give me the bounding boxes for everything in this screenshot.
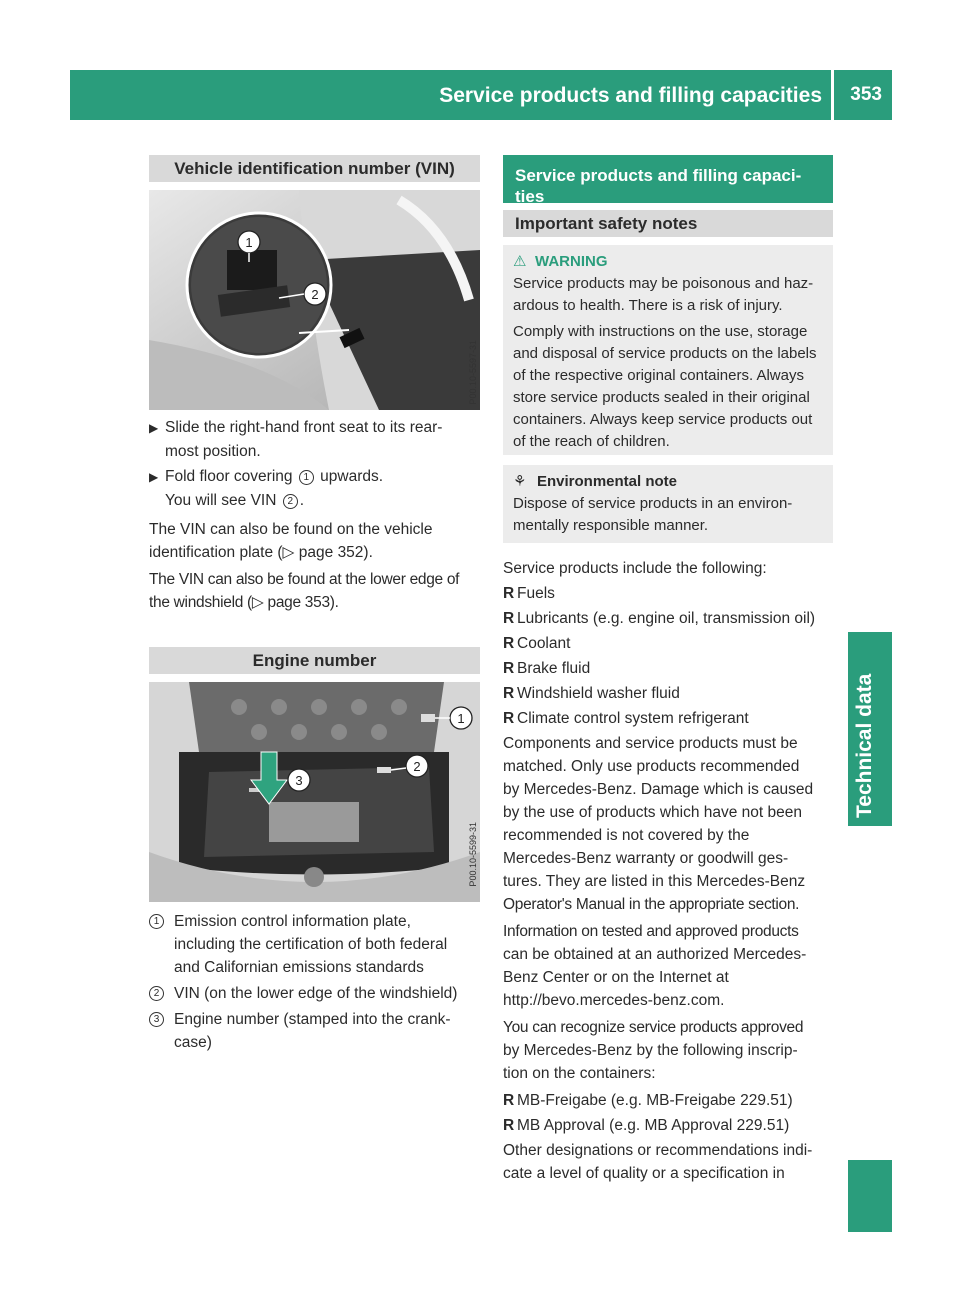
vin-location-photo [149, 190, 480, 410]
list-item: R Climate control system refrigerant [503, 710, 749, 727]
service-products-text [503, 557, 838, 1185]
warning-box: ⚠ WARNING Service products may be poisonous and haz- ardous to health. There is a risk of injury. Comply with instructions on the use, storage and disposal of service products on the labels of the respective original containers. Always store service products sealed in their original containers. Always keep service products out of the reach of children. [503, 245, 833, 455]
step-2: ▶ Fold floor covering 1 upwards. [149, 465, 484, 489]
paragraph-recognize: You can recognize service products approved by Mercedes-Benz by the following inscrip- tion on the containers: [503, 1019, 804, 1082]
paragraph-other: Other designations or recommendations indi- cate a level of quality or a specification in [503, 1142, 813, 1182]
side-tab-label: Technical data [853, 673, 876, 818]
step-2-cont: You will see VIN 2 . [165, 492, 305, 509]
photo-code: P00.10-5597-31 [468, 340, 478, 405]
products-list [503, 582, 838, 730]
step-arrow-icon: ▶ [149, 421, 159, 435]
callout-1-icon: 1 [299, 470, 314, 485]
list-item: R Lubricants (e.g. engine oil, transmission oil) [503, 610, 816, 627]
photo-code: P00.10-5599-31 [468, 822, 478, 887]
page-header [70, 70, 892, 120]
step-arrow-icon: ▶ [149, 470, 159, 484]
legend-item: 1 Emission control information plate, including the certification of both federal and Californian emissions standards [149, 910, 484, 979]
legend-item: 2 VIN (on the lower edge of the windshield) [149, 982, 484, 1005]
intro-text: Service products include the following: [503, 560, 767, 577]
section-side-tab [848, 632, 892, 826]
list-item: R MB-Freigabe (e.g. MB-Freigabe 229.51) [503, 1092, 793, 1109]
callout-2-icon: 2 [283, 494, 298, 509]
vin-para-2: The VIN can also be found at the lower edge of the windshield (▷ page 353). [149, 571, 460, 611]
legend-item: 3 Engine number (stamped into the crank- case) [149, 1008, 484, 1054]
vin-photo-illustration [149, 190, 480, 410]
step-1: ▶ Slide the right-hand front seat to its rear- [149, 416, 484, 440]
environmental-note-box: ⚘ Environmental note Dispose of service products in an environ- mentally responsible manner. [503, 465, 833, 543]
list-item: R Coolant [503, 635, 571, 652]
vin-steps [149, 416, 484, 614]
safety-heading: Important safety notes [503, 210, 833, 237]
vin-para-1: The VIN can also be found on the vehicle identification plate (▷ page 352). [149, 521, 433, 561]
svg-text:3: 3 [295, 773, 303, 788]
paragraph-components: Components and service products must be matched. Only use products recommended by Mercedes-Benz. Damage which is caused by the use of products which have not been recommended is not covered by the Mercedes-Benz warranty or goodwill ges- tures. They are listed in this Mercedes-Benz Operator's Manual in the appropriate section. [503, 735, 814, 913]
side-marker [848, 1160, 892, 1232]
engine-legend [149, 910, 484, 1054]
engine-bay-photo [149, 682, 480, 902]
approvals-list [503, 1089, 838, 1137]
svg-text:2: 2 [311, 287, 319, 302]
vin-heading: Vehicle identification number (VIN) [149, 155, 480, 182]
step-1-cont: most position. [165, 443, 261, 460]
warning-title: ⚠ WARNING [513, 251, 823, 273]
environment-leaf-icon: ⚘ [513, 473, 527, 490]
engine-number-heading: Engine number [149, 647, 480, 674]
list-item: R Brake fluid [503, 660, 591, 677]
svg-text:1: 1 [457, 711, 465, 726]
header-title: Service products and filling capacities [439, 84, 822, 107]
warning-icon: ⚠ [513, 253, 527, 270]
header-divider [831, 70, 834, 120]
engine-photo-illustration [149, 682, 480, 902]
list-item: R MB Approval (e.g. MB Approval 229.51) [503, 1117, 790, 1134]
callout-2-icon: 2 [149, 986, 164, 1001]
callout-1-icon: 1 [149, 914, 164, 929]
main-section-heading: Service products and filling capaci- ties [503, 155, 833, 203]
list-item: R Fuels [503, 585, 555, 602]
callout-3-icon: 3 [149, 1012, 164, 1027]
paragraph-information: Information on tested and approved products can be obtained at an authorized Mercedes- Benz Center or on the Internet at http://bevo.mercedes-benz.com. [503, 923, 807, 1009]
page-number: 353 [850, 84, 882, 105]
environmental-note-title: ⚘ Environmental note [513, 471, 823, 493]
svg-text:1: 1 [245, 235, 253, 250]
svg-text:2: 2 [413, 759, 421, 774]
list-item: R Windshield washer fluid [503, 685, 680, 702]
